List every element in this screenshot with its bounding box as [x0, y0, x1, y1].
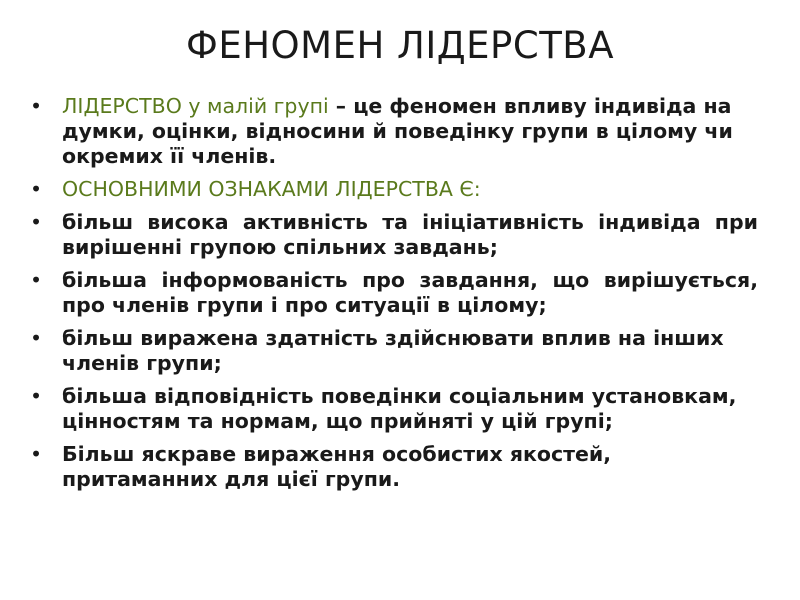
- list-item-text: [62, 94, 733, 168]
- bullet-icon: •: [30, 442, 43, 466]
- slide-title: ФЕНОМЕН ЛІДЕРСТВА: [185, 24, 615, 67]
- list-item-text: більш висока активність та ініціативність індивіда при вирішенні групою спільних завдань;: [62, 210, 758, 259]
- list-item-text: більша відповідність поведінки соціальним установкам, цінностям та нормам, що прийняті у цій групі;: [62, 384, 737, 433]
- list-item: [28, 442, 758, 492]
- signs-heading: ОСНОВНИМИ ОЗНАКАМИ ЛІДЕРСТВА Є:: [62, 177, 481, 201]
- list-item-text: [62, 177, 481, 201]
- bullet-icon: •: [30, 268, 43, 292]
- definition-lead: ЛІДЕРСТВО у малій групі: [62, 94, 329, 118]
- list-item-text: більша інформованість про завдання, що вирішується, про членів групи і про ситуації в цілому;: [62, 268, 758, 317]
- definition-text: – це феномен впливу індивіда на думки, оцінки, відносини й поведінку групи в цілому чи окремих її членів.: [62, 94, 733, 168]
- bullet-list: [28, 94, 758, 500]
- bullet-icon: •: [30, 326, 43, 350]
- list-item: [28, 384, 758, 434]
- list-item-text: Більш яскраве вираження особистих якостей, притаманних для цієї групи.: [62, 442, 612, 491]
- list-item-text: більш виражена здатність здійснювати вплив на інших членів групи;: [62, 326, 724, 375]
- list-item: [28, 210, 758, 260]
- list-item: [28, 177, 758, 202]
- list-item: [28, 94, 758, 169]
- bullet-icon: •: [30, 210, 43, 234]
- list-item: [28, 268, 758, 318]
- bullet-icon: •: [30, 94, 43, 118]
- bullet-icon: •: [30, 177, 43, 201]
- list-item: [28, 326, 758, 376]
- bullet-icon: •: [30, 384, 43, 408]
